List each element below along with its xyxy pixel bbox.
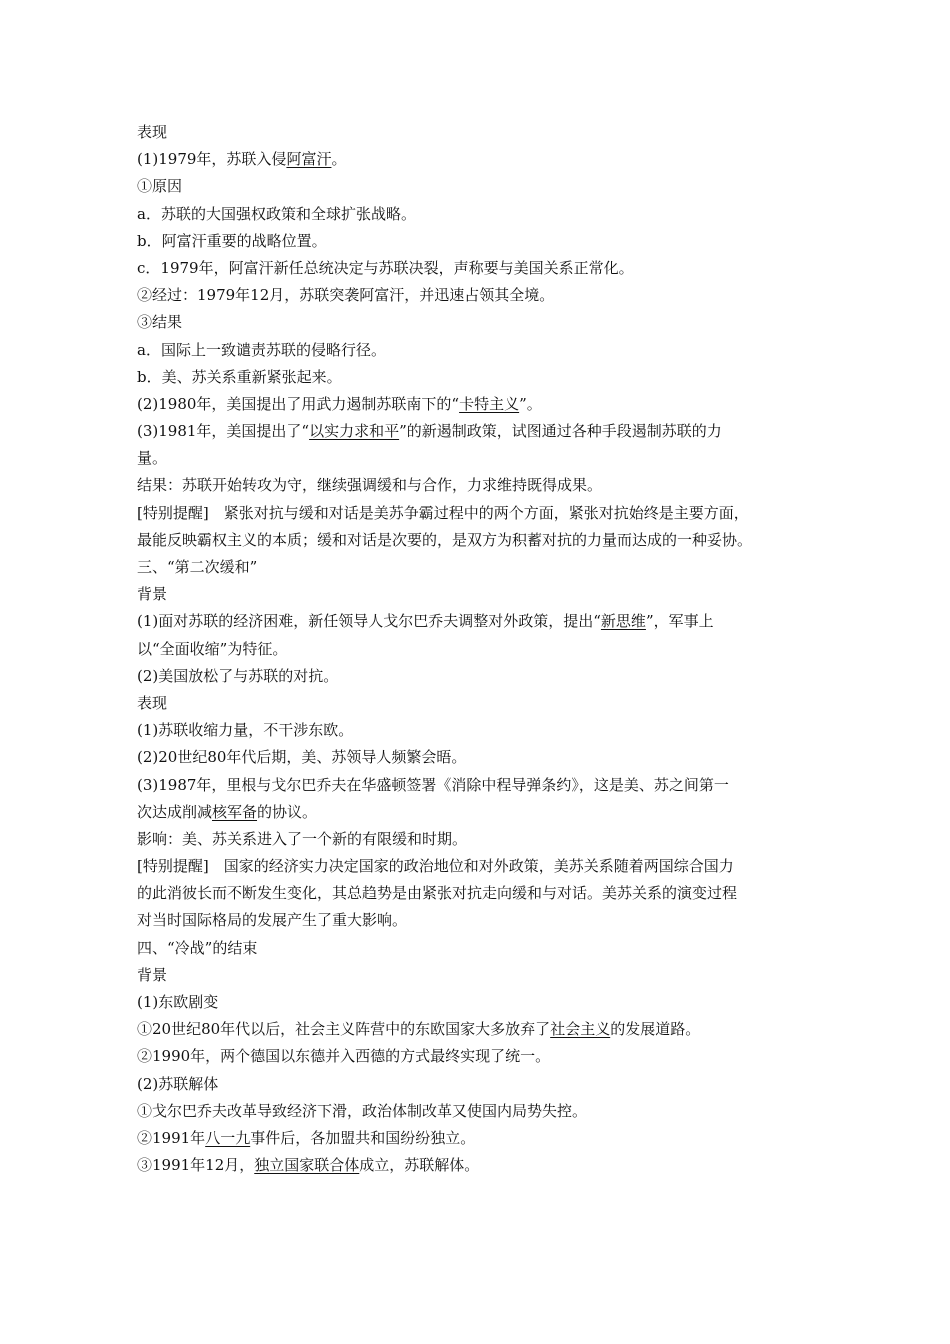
text-segment: 表现 [137,693,168,712]
text-line [137,119,817,146]
text-line [137,663,817,690]
text-segment: 。 [331,150,347,169]
text-line [137,146,817,173]
text-segment: a．国际上一致谴责苏联的侵略行径。 [137,340,386,359]
text-segment: 背景 [137,585,168,604]
text-segment: b．阿富汗重要的战略位置。 [137,231,327,250]
underlined-keyword: 新思维 [600,612,646,631]
text-segment: (2)1980年，美国提出了用武力遏制苏联南下的“ [137,394,460,413]
text-segment: 成立，苏联解体。 [359,1156,480,1175]
text-line [137,282,817,309]
text-line [137,608,817,635]
text-segment: 对当时国际格局的发展产生了重大影响。 [137,911,408,930]
text-line [137,1125,817,1152]
text-line [137,255,817,282]
text-segment: 量。 [137,449,168,468]
text-line [137,472,817,499]
underlined-keyword: 卡特主义 [459,394,520,413]
text-line [137,581,817,608]
text-segment: b．美、苏关系重新紧张起来。 [137,367,342,386]
text-segment: 的发展道路。 [610,1020,701,1039]
text-line [137,554,817,581]
text-segment: 最能反映霸权主义的本质；缓和对话是次要的，是双方为积蓄对抗的力量而达成的一种妥协。 [137,530,753,549]
text-segment: ”。 [519,394,542,413]
text-line [137,799,817,826]
underlined-keyword: 阿富汗 [286,150,332,169]
text-segment: ③结果 [137,313,183,332]
text-line [137,445,817,472]
text-line [137,173,817,200]
text-segment: (3)1987年，里根与戈尔巴乔夫在华盛顿签署《消除中程导弹条约》，这是美、苏之间第一 [137,775,729,794]
text-line [137,391,817,418]
text-line [137,309,817,336]
text-segment: (1)苏联收缩力量，不干涉东欧。 [137,721,354,740]
underlined-keyword: 核军备 [212,802,258,821]
text-segment: ①戈尔巴乔夫改革导致经济下滑，政治体制改革又使国内局势失控。 [137,1101,588,1120]
text-line [137,636,817,663]
text-segment: ②1991年 [137,1128,206,1147]
text-segment: (2)美国放松了与苏联的对抗。 [137,666,339,685]
text-line [137,364,817,391]
text-line [137,772,817,799]
text-line [137,500,817,527]
text-line [137,1071,817,1098]
text-line [137,690,817,717]
text-segment: c．1979年，阿富汗新任总统决定与苏联决裂，声称要与美国关系正常化。 [137,258,634,277]
text-segment: 次达成削减 [137,802,213,821]
text-segment: 影响：美、苏关系进入了一个新的有限缓和时期。 [137,829,468,848]
text-segment: (2)20世纪80年代后期，美、苏领导人频繁会晤。 [137,748,467,767]
text-line [137,1016,817,1043]
text-segment: 以“全面收缩”为特征。 [137,639,288,658]
text-segment: (2)苏联解体 [137,1074,219,1093]
text-line [137,228,817,255]
document-page [137,119,817,1179]
text-segment: 三、“第二次缓和” [137,558,258,576]
text-line [137,337,817,364]
text-line [137,744,817,771]
text-line [137,418,817,445]
text-line [137,962,817,989]
text-line [137,907,817,934]
underlined-keyword: 独立国家联合体 [254,1156,360,1175]
text-line [137,1098,817,1125]
text-segment: (1)面对苏联的经济困难，新任领导人戈尔巴乔夫调整对外政策，提出“ [137,612,601,631]
text-segment: ①20世纪80年代以后，社会主义阵营中的东欧国家大多放弃了 [137,1020,551,1039]
text-line [137,1043,817,1070]
text-segment: 事件后，各加盟共和国纷纷独立。 [250,1128,476,1147]
text-segment: 背景 [137,965,168,984]
text-line [137,1152,817,1179]
text-segment: (1)东欧剧变 [137,993,219,1011]
text-line [137,201,817,228]
text-segment: [特别提醒] 紧张对抗与缓和对话是美苏争霸过程中的两个方面，紧张对抗始终是主要方面， [137,503,749,522]
text-line [137,853,817,880]
text-line [137,826,817,853]
text-segment: ”的新遏制政策，试图通过各种手段遏制苏联的力 [399,422,722,441]
text-segment: 四、“冷战”的结束 [137,938,258,957]
underlined-keyword: 社会主义 [550,1020,611,1039]
text-line [137,880,817,907]
text-line [137,935,817,962]
text-segment: ②经过：1979年12月，苏联突袭阿富汗，并迅速占领其全境。 [137,286,555,305]
text-segment: (3)1981年，美国提出了“ [137,422,310,441]
underlined-keyword: 以实力求和平 [309,422,400,441]
text-line [137,527,817,554]
text-line [137,989,817,1016]
text-segment: (1)1979年，苏联入侵 [137,150,287,169]
text-segment: 结果：苏联开始转攻为守，继续强调缓和与合作，力求维持既得成果。 [137,476,603,495]
text-line [137,717,817,744]
text-segment: a．苏联的大国强权政策和全球扩张战略。 [137,204,416,223]
text-segment: 的协议。 [257,802,318,821]
text-segment: 的此消彼长而不断发生变化，其总趋势是由紧张对抗走向缓和与对话。美苏关系的演变过程 [137,884,738,903]
text-segment: 表现 [137,123,168,141]
text-segment: ③1991年12月， [137,1156,255,1175]
underlined-keyword: 八一九 [205,1128,251,1147]
text-segment: ”，军事上 [645,612,714,631]
text-segment: ②1990年，两个德国以东德并入西德的方式最终实现了统一。 [137,1047,551,1066]
text-segment: [特别提醒] 国家的经济实力决定国家的政治地位和对外政策，美苏关系随着两国综合国力 [137,857,734,876]
text-segment: ①原因 [137,177,183,196]
